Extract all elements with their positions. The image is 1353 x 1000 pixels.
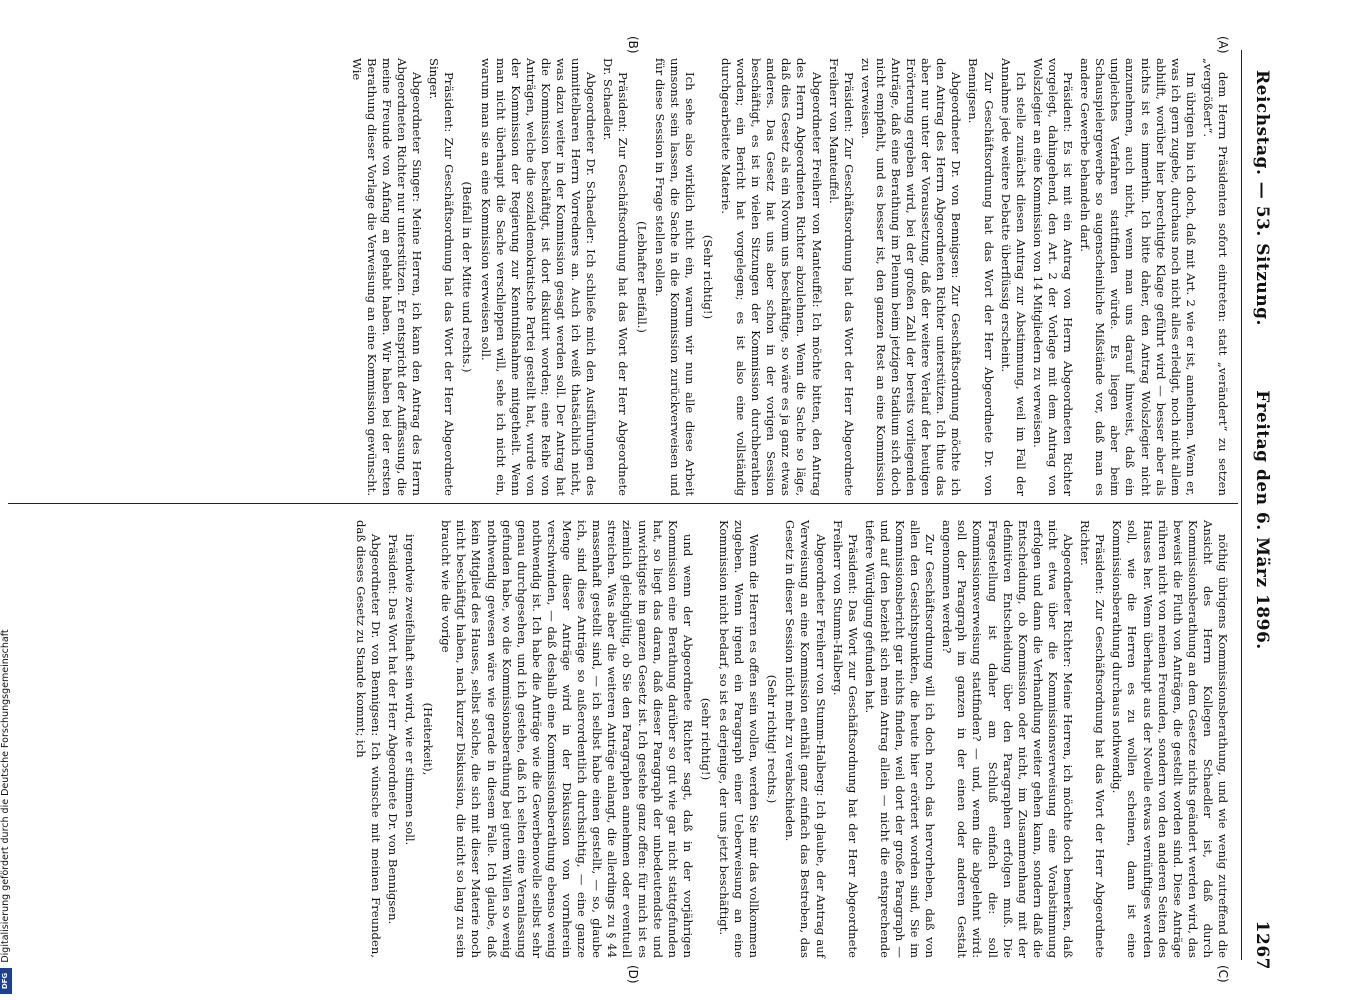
paragraph: Präsident: Es ist mit ein Antrag von Herrn Abgeordneten Richter vorgelegt, dahingehend, den Art. 2 der Vorlage mit dem Antrag von Wolszlegier an eine Kommission von 14 Mitgliedern zu verweisen.: [1030, 58, 1076, 496]
header-center: Freitag den 6. März 1896.: [1252, 390, 1272, 650]
paragraph: Präsident: Zur Geschäftsordnung hat das Wort der Herr Abgeordnete Singer.: [427, 58, 457, 496]
paragraph: (sehr richtig!): [698, 697, 713, 781]
paragraph: Abgeordneter Freiherr von Stumm-Halberg: Ich glaube, der Antrag auf Verweisung an eine Kommission enthält ganz einfach das Bestreben, das Gesetz in dieser Session nicht mehr zu verabschieden.: [783, 520, 828, 958]
margin-mark-b: (B): [626, 36, 640, 54]
digitization-credit: [2, 605, 12, 985]
text-column-right: [351, 520, 1230, 958]
margin-mark-c: (C): [1216, 965, 1230, 983]
margin-mark-d: (D): [626, 965, 640, 984]
paragraph: (Lebhafter Beifall.): [634, 221, 649, 333]
paragraph: nöthig übrigens Kommissionsberathung, und wie wenig zutreffend die Ansicht des Herrn Kollegen Schaedler ist, daß durch Kommissionsberathung an dem Gesetze nichts geändert werden wird, das beweist die Fluth von Anträgen, die gestellt worden sind. Diese Anträge rühren nicht von meinen Freunden, sondern von den anderen Seiten des Hauses her. Wenn überhaupt aus der Novelle etwas vernünftiges werden soll, wie die Herren es zu wollen scheinen, dann ist eine Kommissionsberathung durchaus nothwendig.: [1110, 520, 1230, 958]
header-rule: [1241, 50, 1242, 960]
header-left: Reichstag. — 53. Sitzung.: [1252, 70, 1272, 326]
page-number: 1267: [1252, 920, 1272, 970]
dfg-logo-text: DFG: [1, 972, 9, 990]
paragraph: (Sehr richtig! rechts.): [765, 674, 780, 804]
paragraph: Präsident: Das Wort zur Geschäftsordnung hat der Herr Abgeordnete Freiherr von Stumm-Halberg.: [830, 520, 860, 958]
paragraph: Im übrigen bin ich doch, daß mit Art. 2 wie er ist, annehmen. Wenn er, was ich gern zugebe, durchaus noch nicht alles erledigt, noch nicht allem abhilft, worüber hier berechtigte Klage geführt wird — besser aber als nichts ist es immerhin. Ich bitte daher, den Antrag Wolszlegier nicht anzunehmen, auch nicht, wenn man uns darauf hinweist, daß ein ungleiches Verfahren stattfinden würde. Es liegen aber beim Schauspielergewerbe so augenscheinliche Mißstände vor, daß man es andere Gewerbe behandeln darf.: [1078, 58, 1198, 496]
paragraph: Präsident: Zur Geschäftsordnung hat das Wort der Herr Abgeordnete Freiherr von Manteuffel.: [826, 58, 856, 496]
paragraph: (Beifall in der Mitte und rechts.): [460, 181, 475, 373]
paragraph: Wenn die Herren es offen sein wollen, werden Sie mir das vollkommen zugeben. Wenn irgend ein Paragraph einer Ueberweisung an eine Kommission nicht bedarf, so ist es derjenige, der uns jetzt beschäftigt.: [717, 520, 762, 958]
paragraph: Abgeordneter Dr. Schaedler: Ich schließe mich den Ausführungen des unmittelbaren Herrn Vorredners an. Auch ich weiß thatsächlich nicht, was dazu weiter in der Kommission gesagt werden soll. Der Antrag hat die Kommission beschäftigt, ist dort diskutirt worden; eine Reihe von Anträgen, welche die sozialdemokratische Partei gestellt hat, wurde von der Kommission der Regierung zur Kenntnißnahme mitgetheilt. Wenn man nicht überhaupt die Sache verschleppen will, sehe ich nicht ein, warum man sie an eine Kommission verweisen soll.: [478, 58, 599, 496]
column-divider: [8, 503, 1238, 504]
paragraph: Abgeordneter Dr. von Bennigsen: Ich wünsche mit meinen Freunden, daß dieses Gesetz zu Stande kommt; ich: [353, 520, 383, 958]
paragraph: (Heiterkeit),: [421, 702, 436, 776]
paragraph: Präsident: Zur Geschäftsordnung hat das Wort der Herr Abgeordnete Dr. Schaedler.: [601, 58, 631, 496]
paragraph: Ich stelle zunächst diesen Antrag zur Abstimmung, weil im Fall der Annahme jede weitere Debatte überflüssig erscheint.: [998, 58, 1028, 496]
paragraph: Ich sehe also wirklich nicht ein, warum wir nun alle diese Arbeit umsonst sein lassen, die Sache in die Kommission zurückverweisen und für diese Session in Frage stellen sollen.: [652, 58, 697, 496]
paragraph: (Sehr richtig!): [700, 234, 715, 320]
paragraph: Zur Geschäftsordnung hat das Wort der Herr Abgeordnete Dr. von Bennigsen.: [966, 58, 996, 496]
paragraph: Abgeordneter Freiherr von Manteuffel: Ich möchte bitten, den Antrag des Herrn Abgeordneten Richter abzulehnen. Wenn die Sache so läge, daß dies Gesetz als ein Novum uns beschäftige, so wäre es ja ganz etwas anderes. Das Gesetz hat uns aber schon in der vorigen Session beschäftigt, es ist in vielen Sitzungen der Kommission durchberathen worden; ein Bericht hat vorgelegen; es ist also eine vollständig durchgearbeitete Materie.: [719, 58, 824, 496]
paragraph: Abgeordneter Singer: Meine Herren, ich kann den Antrag des Herrn Abgeordneten Richter nur unterstützen. Er entspricht der Auffassung, die meine Freunde von Anfang an gehabt haben. Wir haben bei der ersten Berathung dieser Vorlage die Verweisung an eine Kommission gewünscht. Wie: [349, 58, 425, 496]
paragraph: dem Herrn Präsidenten sofort eintreten: statt „verändert“ zu setzen „vergrößert“.: [1200, 58, 1230, 496]
paragraph: Präsident: Zur Geschäftsordnung hat das Wort der Herr Abgeordnete Richter.: [1078, 520, 1108, 958]
paragraph: Abgeordneter Richter: Meine Herren, ich möchte doch bemerken, daß nicht etwa über die Kommissionsverweisung eine Vorabstimmung erfolgen und dann die Verhandlung weiter gehen kann, sondern daß die Entscheidung, ob Kommission oder nicht, im Zusammenhang mit der definitiven Entscheidung über den Paragraphen erfolgen muß. Die Fragestellung ist daher am Schluß einfach die: soll Kommissionsverweisung stattfinden? — und, wenn die abgelehnt wird: soll der Paragraph im ganzen in der einen oder anderen Gestalt angenommen werden?: [940, 520, 1076, 958]
paragraph: Zur Geschäftsordnung will ich doch noch das hervorheben, daß von allen den Gesichtspunkten, die heute hier erörtert worden sind, Sie im Kommissionsbericht gar nichts finden, weil dort der große Paragraph — und auf den bezieht sich mein Antrag allein — nicht die entsprechende tiefere Würdigung gefunden hat.: [862, 520, 938, 958]
paragraph: Abgeordneter Dr. von Bennigsen: Zur Geschäftsordnung möchte ich den Antrag des Herrn Abgeordneten Richter unterstützen. Ich thue das aber nur unter der Voraussetzung, daß der weitere Verlauf der heutigen Erörterung ergeben wird, bei der großen Zahl der bereits vorliegenden Anträge, daß eine Berathung im Plenum beim jetzigen Stadium sich doch nicht empfiehlt, und es besser ist, den ganzen Rest an eine Kommission zu verweisen.: [858, 58, 964, 496]
dfg-logo: [0, 968, 12, 994]
footer-text: Digitalisierung gefördert durch die Deutsche Forschungsgemeinschaft: [0, 629, 11, 963]
paragraph: und wenn der Abgeordnete Richter sagt, daß in der vorjährigen Kommission eine Berathung darüber so gut wie gar nicht stattgefunden hat, so liegt das daran, daß dieser Paragraph der unbedeutendste und unwichtigste im ganzen Gesetz ist. Ich gestehe ganz offen: für mich ist es ziemlich gleichgültig, ob Sie den Paragraphen annehmen oder eventuell streichen. Was aber die weiteren Anträge anlangt, die allerdings zu § 44 massenhaft gestellt sind, — ich selbst habe einen gestellt, — so, glaube ich, sind diese Anträge so außerordentlich durchsichtig, — eine ganze Menge dieser Anträge wird in der Diskussion von vornherein verschwinden, — daß deshalb eine Kommissionsberathung ebenso wenig nothwendig ist. Ich habe die Anträge wie die Gewerbenovelle selbst sehr genau durchgesehen, und ich gestehe, daß ich selten eine Veranlassung gefunden habe, wo die Kommissionsberathung bei gutem Willen so wenig nothwendig gewesen wäre wie gerade in diesem Falle. Ich glaube, daß kein Mitglied des Hauses, selbst solche, die sich mit dieser Materie noch nicht beschäftigt haben, nach kurzer Diskussion, die nicht so lang zu sein braucht wie die vorige: [439, 520, 695, 958]
paragraph: Präsident: Das Wort hat der Herr Abgeordnete Dr. von Bennigsen.: [386, 534, 401, 925]
margin-mark-a: (A): [1216, 36, 1230, 54]
text-column-left: [347, 58, 1230, 496]
paragraph: irgendwie zweifelhaft sein wird, wie er stimmen soll.: [403, 534, 418, 846]
